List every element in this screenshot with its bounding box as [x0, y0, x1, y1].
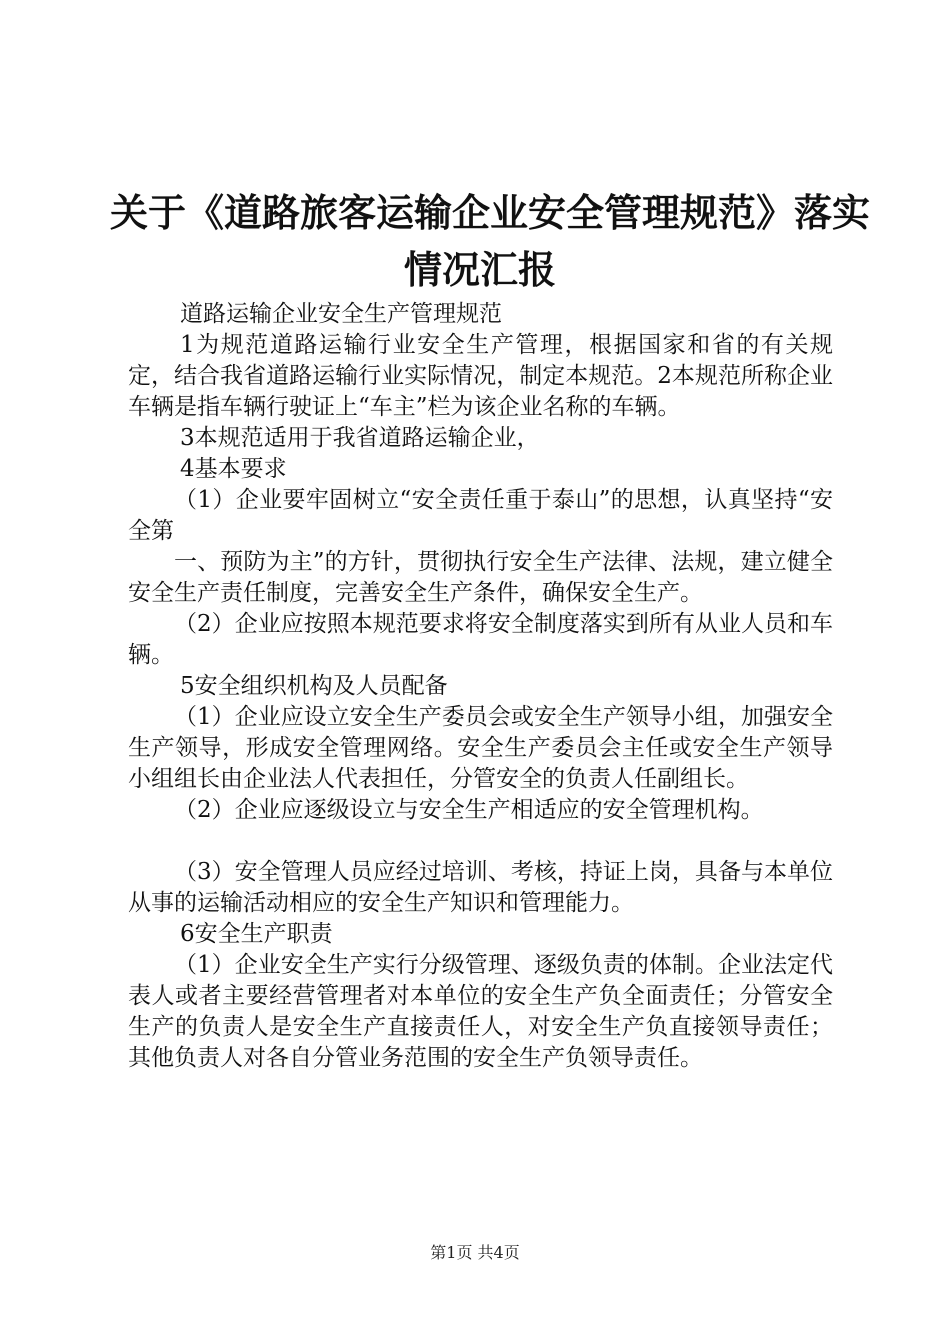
paragraph-5-3: （3）安全管理人员应经过培训、考核，持证上岗，具备与本单位从事的运输活动相应的安全生产知识和管理能力。: [128, 859, 833, 916]
document-title-line-1: 关于《道路旅客运输企业安全管理规范》落实: [110, 190, 871, 235]
paragraph-5-1: （1）企业应设立安全生产委员会或安全生产领导小组，加强安全生产领导，形成安全管理网络。安全生产委员会主任或安全生产领导小组组长由企业法人代表担任，分管安全的负责人任副组长。: [128, 704, 833, 792]
paragraph-5-2: （2）企业应逐级设立与安全生产相适应的安全管理机构。: [174, 797, 764, 823]
paragraph-4-heading: 4基本要求: [180, 456, 287, 482]
paragraph-4-2: （2）企业应按照本规范要求将安全制度落实到所有从业人员和车辆。: [128, 611, 833, 668]
document-body: [128, 299, 833, 1074]
paragraph-5-heading: 5安全组织机构及人员配备: [180, 673, 448, 699]
paragraph-heading-regulation: 道路运输企业安全生产管理规范: [180, 301, 502, 327]
paragraph-1: 1为规范道路运输行业安全生产管理，根据国家和省的有关规定，结合我省道路运输行业实际情况，制定本规范。2本规范所称企业车辆是指车辆行驶证上“车主”栏为该企业名称的车辆。: [128, 332, 833, 420]
page-footer: 第1页 共4页: [430, 1243, 520, 1262]
paragraph-4-1-cont: 一、预防为主”的方针，贯彻执行安全生产法律、法规，建立健全安全生产责任制度，完善安全生产条件，确保安全生产。: [128, 549, 833, 606]
paragraph-4-1: （1）企业要牢固树立“安全责任重于泰山”的思想，认真坚持“安全第: [128, 487, 833, 544]
paragraph-6-1: （1）企业安全生产实行分级管理、逐级负责的体制。企业法定代表人或者主要经营管理者对本单位的安全生产负全面责任；分管安全生产的负责人是安全生产直接责任人，对安全生产负直接领导责任；其他负责人对各自分管业务范围的安全生产负领导责任。: [128, 952, 833, 1071]
paragraph-6-heading: 6安全生产职责: [180, 921, 333, 947]
document-title-line-2: 情况汇报: [403, 247, 556, 292]
paragraph-3: 3本规范适用于我省道路运输企业，: [180, 425, 540, 451]
paragraph-spacer: [128, 826, 833, 857]
